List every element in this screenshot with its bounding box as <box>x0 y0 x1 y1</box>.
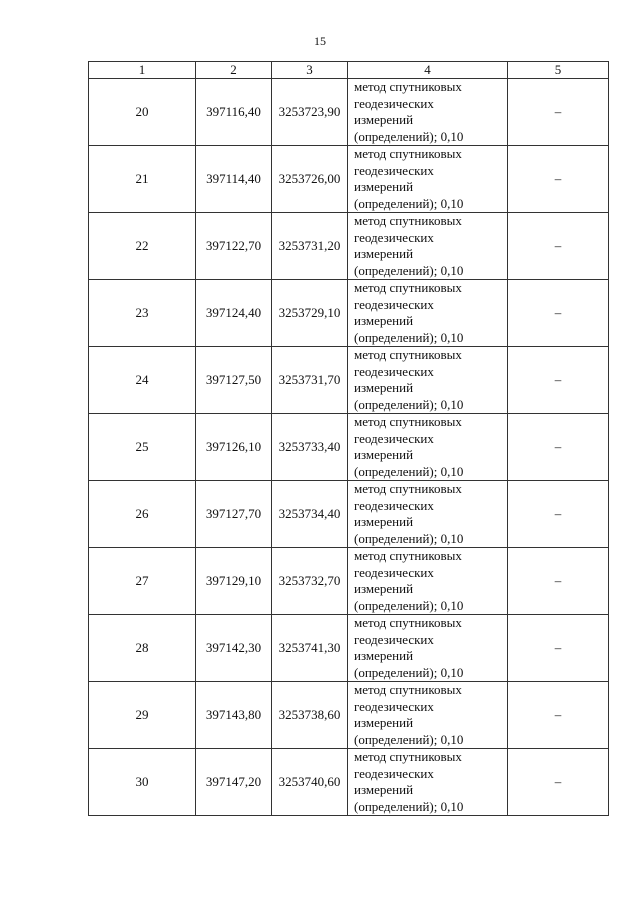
method-line: измерений <box>354 380 414 395</box>
method-line: (определений); 0,10 <box>354 128 464 144</box>
point-number-cell: 27 <box>89 548 196 615</box>
header-col-3: 3 <box>272 62 348 79</box>
method-line: геодезических <box>354 765 434 781</box>
method-line: метод спутниковых <box>354 481 462 496</box>
method-line: геодезических <box>354 229 434 245</box>
method-line: измерений <box>354 581 414 596</box>
y-coordinate-cell: 3253723,90 <box>272 79 348 146</box>
table-row <box>89 146 609 213</box>
method-line: метод спутниковых <box>354 79 462 94</box>
method-line: геодезических <box>354 698 434 714</box>
point-number-cell: 21 <box>89 146 196 213</box>
method-line: (определений); 0,10 <box>354 262 464 278</box>
x-coordinate-cell: 397129,10 <box>196 548 272 615</box>
point-number-cell: 20 <box>89 79 196 146</box>
method-line: измерений <box>354 514 414 529</box>
table-row <box>89 414 609 481</box>
method-line: геодезических <box>354 162 434 178</box>
method-line: геодезических <box>354 363 434 379</box>
table-row <box>89 280 609 347</box>
point-number-cell: 26 <box>89 481 196 548</box>
y-coordinate-cell: 3253733,40 <box>272 414 348 481</box>
method-line: геодезических <box>354 631 434 647</box>
y-coordinate-cell: 3253740,60 <box>272 749 348 816</box>
method-cell <box>348 682 508 749</box>
x-coordinate-cell: 397127,50 <box>196 347 272 414</box>
point-number-cell: 25 <box>89 414 196 481</box>
method-line: метод спутниковых <box>354 548 462 563</box>
y-coordinate-cell: 3253732,70 <box>272 548 348 615</box>
description-cell: – <box>508 682 609 749</box>
method-line: (определений); 0,10 <box>354 195 464 211</box>
header-col-1: 1 <box>89 62 196 79</box>
method-line: измерений <box>354 447 414 462</box>
table-row <box>89 481 609 548</box>
method-line: (определений); 0,10 <box>354 530 464 546</box>
x-coordinate-cell: 397142,30 <box>196 615 272 682</box>
point-number-cell: 29 <box>89 682 196 749</box>
table-row <box>89 749 609 816</box>
method-line: геодезических <box>354 497 434 513</box>
description-cell: – <box>508 79 609 146</box>
method-cell <box>348 548 508 615</box>
method-line: геодезических <box>354 564 434 580</box>
table-row <box>89 682 609 749</box>
method-cell <box>348 749 508 816</box>
point-number-cell: 28 <box>89 615 196 682</box>
method-line: метод спутниковых <box>354 213 462 228</box>
description-cell: – <box>508 749 609 816</box>
y-coordinate-cell: 3253741,30 <box>272 615 348 682</box>
point-number-cell: 23 <box>89 280 196 347</box>
x-coordinate-cell: 397122,70 <box>196 213 272 280</box>
description-cell: – <box>508 213 609 280</box>
method-line: измерений <box>354 179 414 194</box>
method-cell <box>348 347 508 414</box>
description-cell: – <box>508 548 609 615</box>
method-cell <box>348 481 508 548</box>
method-cell <box>348 414 508 481</box>
method-line: (определений); 0,10 <box>354 664 464 680</box>
method-line: (определений); 0,10 <box>354 798 464 814</box>
method-line: измерений <box>354 648 414 663</box>
x-coordinate-cell: 397147,20 <box>196 749 272 816</box>
method-line: геодезических <box>354 430 434 446</box>
page-number: 15 <box>314 34 326 48</box>
y-coordinate-cell: 3253731,20 <box>272 213 348 280</box>
method-line: измерений <box>354 313 414 328</box>
method-line: метод спутниковых <box>354 682 462 697</box>
description-cell: – <box>508 414 609 481</box>
description-cell: – <box>508 280 609 347</box>
table-row <box>89 79 609 146</box>
y-coordinate-cell: 3253729,10 <box>272 280 348 347</box>
x-coordinate-cell: 397116,40 <box>196 79 272 146</box>
y-coordinate-cell: 3253726,00 <box>272 146 348 213</box>
x-coordinate-cell: 397127,70 <box>196 481 272 548</box>
method-cell <box>348 213 508 280</box>
method-cell <box>348 146 508 213</box>
x-coordinate-cell: 397143,80 <box>196 682 272 749</box>
table-row <box>89 213 609 280</box>
method-cell <box>348 615 508 682</box>
table-row <box>89 347 609 414</box>
y-coordinate-cell: 3253734,40 <box>272 481 348 548</box>
method-cell <box>348 280 508 347</box>
method-cell <box>348 79 508 146</box>
point-number-cell: 22 <box>89 213 196 280</box>
header-col-4: 4 <box>348 62 508 79</box>
header-col-2: 2 <box>196 62 272 79</box>
description-cell: – <box>508 615 609 682</box>
y-coordinate-cell: 3253738,60 <box>272 682 348 749</box>
method-line: измерений <box>354 246 414 261</box>
method-line: геодезических <box>354 95 434 111</box>
description-cell: – <box>508 481 609 548</box>
method-line: метод спутниковых <box>354 146 462 161</box>
method-line: метод спутниковых <box>354 615 462 630</box>
description-cell: – <box>508 347 609 414</box>
x-coordinate-cell: 397126,10 <box>196 414 272 481</box>
point-number-cell: 30 <box>89 749 196 816</box>
table-header-row <box>89 62 609 79</box>
method-line: измерений <box>354 112 414 127</box>
point-number-cell: 24 <box>89 347 196 414</box>
x-coordinate-cell: 397124,40 <box>196 280 272 347</box>
method-line: (определений); 0,10 <box>354 329 464 345</box>
method-line: (определений); 0,10 <box>354 463 464 479</box>
method-line: метод спутниковых <box>354 749 462 764</box>
table-row <box>89 548 609 615</box>
description-cell: – <box>508 146 609 213</box>
method-line: измерений <box>354 782 414 797</box>
method-line: метод спутниковых <box>354 280 462 295</box>
method-line: (определений); 0,10 <box>354 396 464 412</box>
header-col-5: 5 <box>508 62 609 79</box>
method-line: измерений <box>354 715 414 730</box>
method-line: (определений); 0,10 <box>354 597 464 613</box>
x-coordinate-cell: 397114,40 <box>196 146 272 213</box>
method-line: геодезических <box>354 296 434 312</box>
method-line: метод спутниковых <box>354 414 462 429</box>
y-coordinate-cell: 3253731,70 <box>272 347 348 414</box>
coordinates-table <box>88 61 609 816</box>
method-line: (определений); 0,10 <box>354 731 464 747</box>
method-line: метод спутниковых <box>354 347 462 362</box>
table-row <box>89 615 609 682</box>
